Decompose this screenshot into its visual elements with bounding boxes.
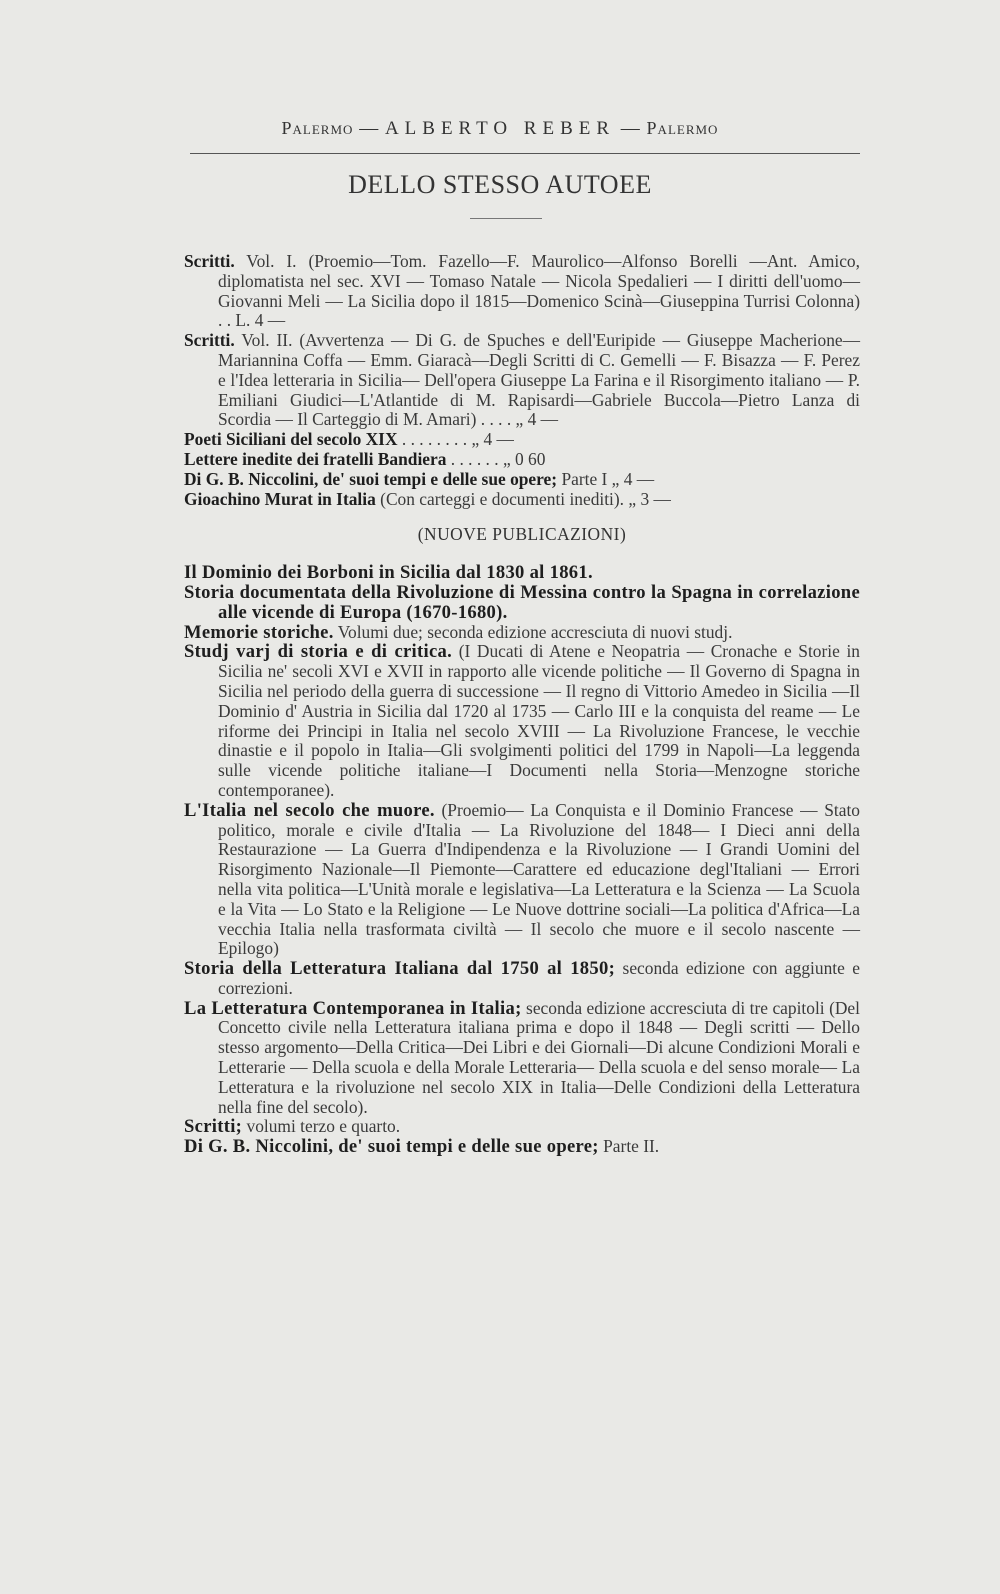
- work-description: Vol. II. (Avvertenza — Di G. de Spuches e dell'Euripide — Giuseppe Macherione— Mariannina Coffa — Emm. Giaracà—Degli Scritti di C. Gemelli — F. Bisazza — F. Perez e l'Idea letteraria in Sicilia— Dell'opera Giuseppe La Farina e il Risorgimento italiano — P. Emiliani Giudici—L'Atlantide di M. Rapisardi—Gabriele Buccola—Pietro Lanza di Scordia — Il Carteggio di M. Amari): [218, 330, 860, 430]
- work-description: volumi terzo e quarto.: [246, 1116, 401, 1137]
- new-work-entry: [184, 959, 860, 999]
- work-entry: [184, 450, 860, 470]
- new-work-entry: [184, 1137, 860, 1157]
- header-city-right: Palermo: [646, 118, 719, 138]
- work-title: Di G. B. Niccolini, de' suoi tempi e delle sue opere;: [184, 1136, 599, 1158]
- work-description: (I Ducati di Atene e Neopatria — Cronache e Storie in Sicilia ne' secoli XVI e XVII in rapporto alle vicende politiche — Il Governo di Spagna in Sicilia nel periodo della guerra di successione — Il regno di Vittorio Amedeo in Sicilia —Il Dominio d' Austria in Sicilia dal 1720 al 1735 — Carlo III e la conquista del reame — Le riforme dei Principi in Italia nel secolo XVIII — La Rivoluzione Francese, le vecchie dinastie e il popolo in Italia—Gli svolgimenti politici del 1799 in Napoli—La leggenda sulle vicende politiche italiane—I Documenti nella Storia—Menzogne storiche contemporanee).: [218, 641, 860, 800]
- header-rule: [190, 153, 860, 154]
- work-price: „ 4 —: [611, 468, 655, 489]
- work-title: Scritti.: [184, 251, 235, 271]
- new-work-entry: [184, 642, 860, 800]
- work-price: „ 3 —: [628, 488, 671, 509]
- new-work-entry: [184, 1117, 860, 1137]
- work-entry: [184, 331, 860, 430]
- new-work-entry: [184, 999, 860, 1118]
- work-title: La Letteratura Contemporanea in Italia;: [184, 997, 522, 1019]
- work-description: Parte I: [561, 468, 608, 489]
- work-description: (Proemio— La Conquista e il Dominio Francese — Stato politico, morale e civile d'Italia — La Rivoluzione del 1848— I Dieci anni della Restaurazione — La Guerra d'Indipendenza e la Rivoluzione — I Grandi Uomini del Risorgimento Nazionale—Il Piemonte—Carattere ed educazione degl'Italiani — Errori nella vita politica—L'Unità morale e legislativa—La Letteratura e la Scienza — La Scuola e la Vita — Lo Stato e la Religione — Le Nuove dottrine sociali—La politica d'Africa—La vecchia Italia nella trasformata civiltà — Il secolo che muore e il secolo nascente — Epilogo): [218, 799, 860, 959]
- work-description: seconda edizione con aggiunte e correzioni.: [218, 958, 860, 998]
- new-work-entry: [184, 623, 860, 643]
- work-title: Lettere inedite dei fratelli Bandiera: [184, 448, 447, 469]
- bibliography: [184, 252, 860, 1157]
- header-dash: —: [615, 118, 647, 139]
- new-work-entry: [184, 583, 860, 623]
- work-price: . . . . „ 4 —: [480, 409, 559, 430]
- work-description: Vol. I. (Proemio—Tom. Fazello—F. Maurolico—Alfonso Borelli —Ant. Amico, diplomatista nel sec. XVI — Tomaso Natale — Nicola Spedalieri — I diritti dell'uomo—Giovanni Meli — La Sicilia dopo il 1815—Domenico Scinà—Giuseppina Turrisi Colonna) .: [218, 251, 860, 331]
- section-heading: (NUOVE PUBLICAZIONI): [417, 524, 627, 545]
- work-entry: [184, 470, 860, 490]
- work-title: Il Dominio dei Borboni in Sicilia dal 1830 al 1861.: [184, 562, 593, 584]
- header-city-left: Palermo: [281, 118, 354, 138]
- work-title: Gioachino Murat in Italia: [184, 488, 376, 509]
- work-entry: [184, 430, 860, 450]
- work-title: Studj varj di storia e di critica.: [184, 641, 453, 663]
- page-title: DELLO STESSO AUTOEE: [348, 170, 652, 199]
- title-rule: [470, 218, 542, 219]
- work-description: (Con carteggi e documenti inediti).: [380, 488, 625, 509]
- work-title: Storia documentata della Rivoluzione di Messina contro la Spagna in correlazione alle vicende di Europa (1670-1680).: [184, 581, 860, 623]
- running-header: [0, 118, 1000, 140]
- work-title: L'Italia nel secolo che muore.: [184, 799, 435, 821]
- work-description: seconda edizione accresciuta di tre capitoli (Del Concetto civile nella Letteratura italiana prima e dopo il 1848 — Degli scritti — Dello stesso argomento—Della Critica—Dei Libri e dei Giornali—Di alcune Condizioni Morali e Letterarie — Della scuola e della Morale Letteraria— Della scuola e del senso morale— La Letteratura e la rivoluzione nel secolo XIX in Italia—Delle Condizioni della Letteratura nella fine del secolo).: [218, 997, 860, 1117]
- new-work-entry: [184, 563, 860, 583]
- work-title: Poeti Siciliani del secolo XIX: [184, 429, 398, 450]
- header-dash: —: [353, 118, 385, 139]
- new-work-entry: [184, 801, 860, 959]
- work-price: . . . . . . „ 0 60: [450, 448, 546, 469]
- work-description: Parte II.: [603, 1136, 660, 1157]
- work-title: Storia della Letteratura Italiana dal 1750 al 1850;: [184, 958, 616, 980]
- work-description: Volumi due; seconda edizione accresciuta di nuovi studj.: [337, 621, 733, 642]
- work-price: . L. 4 —: [226, 310, 286, 331]
- work-title: Scritti;: [184, 1116, 243, 1138]
- work-title: Memorie storiche.: [184, 621, 334, 643]
- header-publisher: ALBERTO REBER: [384, 118, 616, 139]
- work-title: Di G. B. Niccolini, de' suoi tempi e delle sue opere;: [184, 468, 558, 489]
- work-price: . . . . . . . . „ 4 —: [401, 429, 514, 450]
- work-entry: [184, 252, 860, 331]
- work-title: Scritti.: [184, 330, 235, 351]
- work-entry: [184, 490, 860, 510]
